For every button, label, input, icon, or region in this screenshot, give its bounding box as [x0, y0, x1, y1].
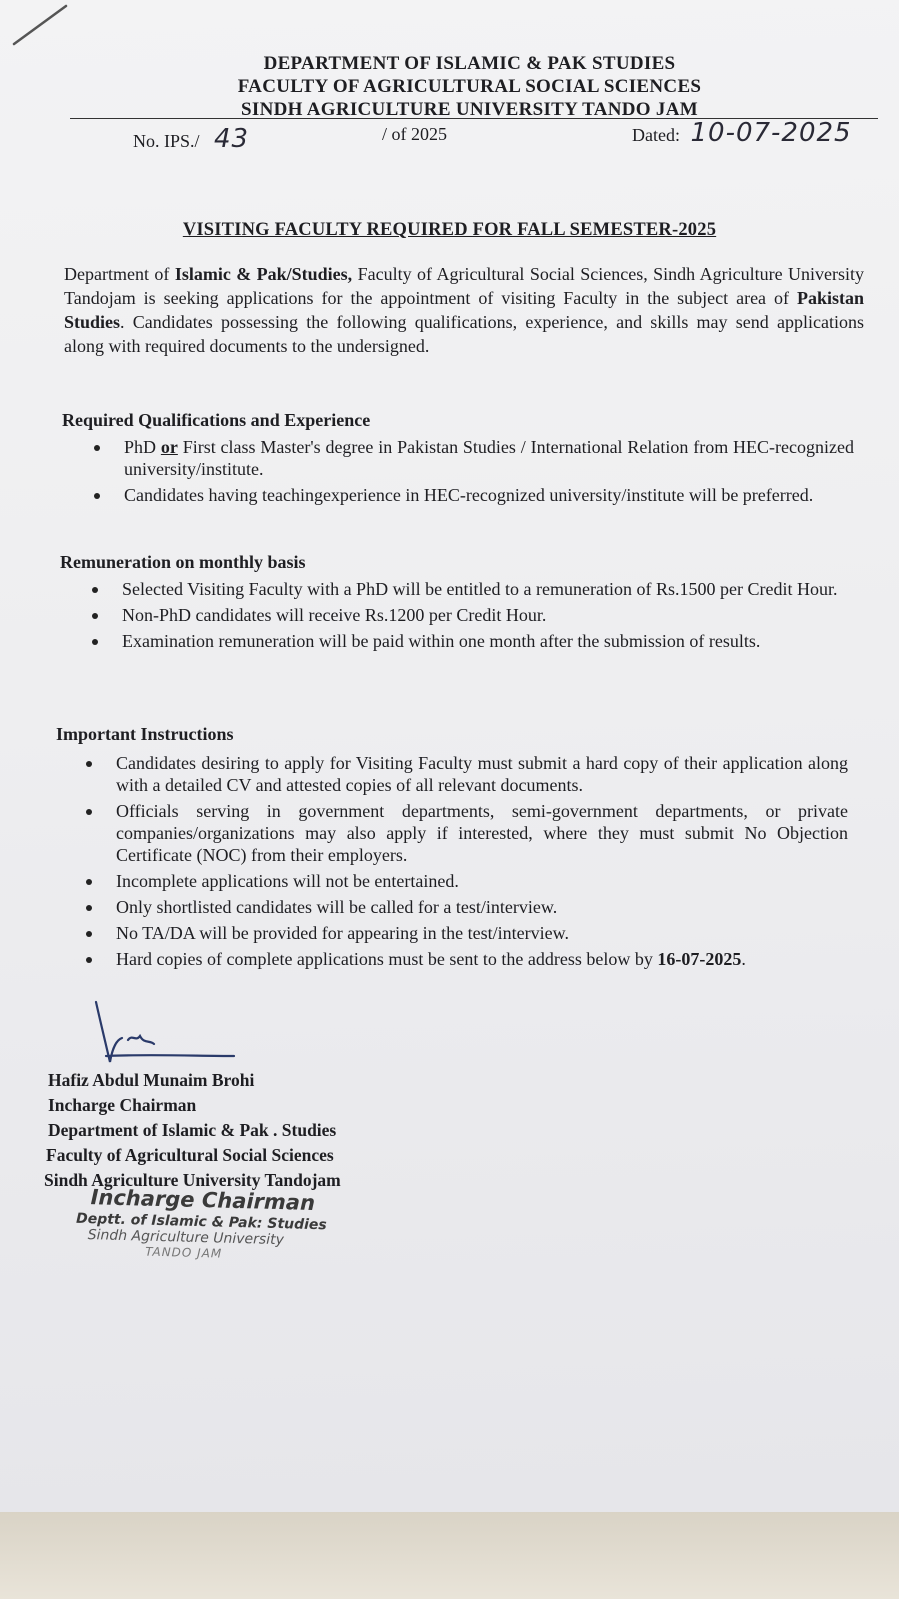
reference-number-label: No. IPS./	[133, 131, 200, 151]
stamp-department: Deptt. of Islamic & Pak: Studies	[75, 1210, 327, 1234]
signatory-department: Department of Islamic & Pak . Studies	[48, 1120, 337, 1140]
list-item	[90, 578, 850, 600]
background-surface	[0, 1512, 899, 1599]
intro-department-name: Islamic & Pak/Studies,	[174, 264, 353, 284]
stamp-university: Sindh Agriculture University	[87, 1227, 285, 1249]
list-item	[84, 800, 848, 866]
intro-paragraph	[64, 262, 864, 358]
list-item	[84, 948, 848, 970]
list-item	[92, 436, 854, 480]
list-item	[90, 630, 850, 652]
date-label: Dated:	[632, 125, 680, 145]
intro-text-1: Department of	[64, 264, 175, 284]
reference-number-value: 43	[214, 124, 250, 154]
date-value: 10-07-2025	[690, 118, 852, 148]
qualification-or: or	[160, 437, 178, 457]
notice-title: VISITING FACULTY REQUIRED FOR FALL SEMESTER-2025	[182, 220, 717, 240]
intro-text-2: Faculty of Agricultural Social Sciences, Sindh Agriculture University Tandojam is seeking applications for the appointment of visiting Faculty in the subject area of	[64, 264, 864, 308]
list-item	[84, 922, 848, 944]
list-item	[84, 752, 848, 796]
instruction-deadline-date: 16-07-2025	[657, 949, 742, 969]
signatory-block	[44, 1068, 341, 1193]
signatory-designation: Incharge Chairman	[48, 1095, 197, 1115]
pen-stroke-mark	[10, 2, 70, 48]
list-item	[90, 604, 850, 626]
qualifications-list	[92, 436, 854, 510]
stamp-designation: Incharge Chairman	[90, 1185, 316, 1216]
remuneration-heading: Remuneration on monthly basis	[60, 552, 306, 572]
intro-text-3: . Candidates possessing the following qualifications, experience, and skills may send applications along with required documents to the undersigned.	[64, 312, 864, 356]
intro-subject-area: Pakistan Studies	[64, 288, 864, 332]
remuneration-non-phd: Non-PhD candidates will receive Rs.1200 per Credit Hour.	[122, 605, 547, 625]
qualification-text-2: First class Master's degree in Pakistan Studies / International Relation from HEC-recognized university/institute.	[124, 437, 854, 479]
letterhead-faculty: FACULTY OF AGRICULTURAL SOCIAL SCIENCES	[237, 76, 702, 97]
instruction-deadline-text: Hard copies of complete applications must be sent to the address below by	[116, 949, 658, 969]
reference-number	[133, 124, 249, 154]
instruction-ta-da: No TA/DA will be provided for appearing in the test/interview.	[116, 923, 569, 943]
remuneration-exam: Examination remuneration will be paid within one month after the submission of results.	[122, 631, 761, 651]
signatory-faculty: Faculty of Agricultural Social Sciences	[46, 1145, 334, 1165]
instruction-hard-copy: Candidates desiring to apply for Visiting Faculty must submit a hard copy of their application along with a detailed CV and attested copies of all relevant documents.	[116, 753, 848, 795]
qualification-text: PhD	[124, 437, 161, 457]
official-stamp	[71, 1185, 328, 1264]
letterhead-university: SINDH AGRICULTURE UNIVERSITY TANDO JAM	[241, 99, 698, 120]
list-item	[84, 896, 848, 918]
signatory-name: Hafiz Abdul Munaim Brohi	[48, 1070, 255, 1090]
instructions-list	[84, 752, 848, 974]
instructions-heading: Important Instructions	[56, 724, 234, 744]
instruction-shortlist: Only shortlisted candidates will be called for a test/interview.	[116, 897, 558, 917]
list-item	[84, 870, 848, 892]
qualification-preference: Candidates having teachingexperience in HEC-recognized university/institute will be preferred.	[124, 485, 814, 505]
list-item	[92, 484, 854, 506]
letterhead	[0, 52, 899, 121]
remuneration-phd: Selected Visiting Faculty with a PhD will be entitled to a remuneration of Rs.1500 per Credit Hour.	[122, 579, 838, 599]
instruction-deadline-end: .	[741, 949, 746, 969]
letterhead-department: DEPARTMENT OF ISLAMIC & PAK STUDIES	[263, 53, 676, 74]
instruction-incomplete: Incomplete applications will not be entertained.	[116, 871, 459, 891]
remuneration-list	[90, 578, 850, 656]
reference-date	[632, 118, 852, 148]
reference-year: / of 2025	[382, 124, 447, 144]
stamp-location: TANDO JAM	[145, 1244, 223, 1261]
signatory-university: Sindh Agriculture University Tandojam	[44, 1170, 341, 1190]
instruction-noc: Officials serving in government departments, semi-government departments, or private companies/organizations may also apply if interested, where they must submit No Objection Certificate (NOC) from their employers.	[116, 801, 848, 865]
qualifications-heading: Required Qualifications and Experience	[62, 410, 371, 430]
